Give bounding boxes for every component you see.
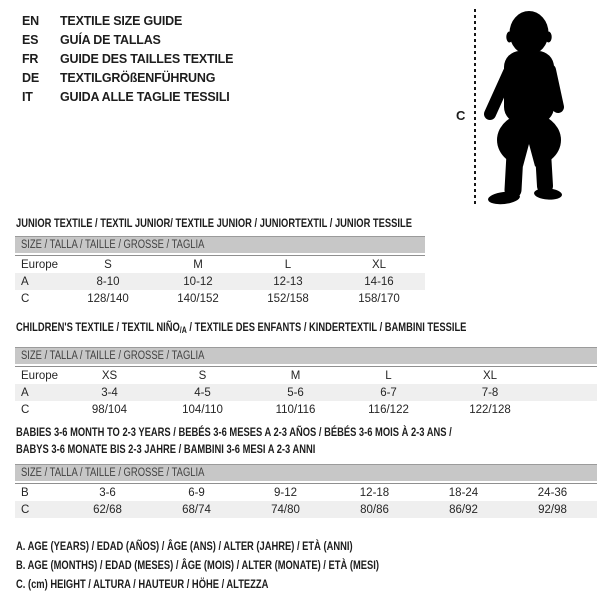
table-row	[15, 384, 597, 401]
legend-line-age-months: B. AGE (MONTHS) / EDAD (MESES) / ÂGE (MOIS) / ALTER (MONATE) / ETÀ (MESI)	[16, 558, 379, 572]
language-label: GUIDE DES TAILLES TEXTILE	[60, 52, 234, 66]
legend	[16, 537, 481, 594]
table-row	[15, 290, 425, 307]
row-label: C	[21, 292, 30, 305]
babies-title-line2: BABYS 3-6 MONATE BIS 2-3 JAHRE / BAMBINI 3-6 MESI A 2-3 ANNI	[16, 442, 316, 456]
table-cell: 3-6	[99, 486, 116, 499]
size-header-label: SIZE / TALLA / TAILLE / GRÖSSE / TAGLIA	[21, 239, 205, 251]
table-cell: S	[198, 369, 207, 382]
table-cell: 12-18	[359, 486, 390, 499]
babies-table-title	[16, 424, 452, 458]
table-cell: 128/140	[87, 292, 129, 305]
size-header-bar	[15, 236, 425, 253]
table-cell: 86/92	[449, 503, 478, 516]
language-label: GUÍA DE TALLAS	[60, 33, 161, 47]
table-cell: 80/86	[360, 503, 389, 516]
table-cell: 9-12	[273, 486, 298, 499]
legend-line-height: C. (cm) HEIGHT / ALTURA / HAUTEUR / HÖHE / ALTEZZA	[16, 577, 269, 591]
children-title-text: / TEXTILE DES ENFANTS / KINDERTEXTIL / BAMBINI TESSILE	[186, 320, 467, 334]
junior-table	[15, 236, 425, 307]
table-row	[15, 484, 597, 502]
language-row	[22, 31, 233, 50]
babies-size-table	[15, 483, 597, 518]
table-cell: 6-7	[380, 386, 397, 399]
table-cell: L	[385, 369, 392, 382]
language-code: IT	[22, 90, 33, 104]
table-cell: 98/104	[91, 403, 128, 416]
language-row	[22, 50, 233, 69]
language-list	[22, 12, 233, 107]
language-label: TEXTILE SIZE GUIDE	[60, 14, 183, 28]
row-label: B	[21, 486, 29, 499]
language-code: EN	[22, 14, 39, 28]
table-cell: 140/152	[177, 292, 219, 305]
legend-line-age-years: A. AGE (YEARS) / EDAD (AÑOS) / ÂGE (ANS) / ALTER (JAHRE) / ETÀ (ANNI)	[16, 539, 353, 553]
junior-table-title: JUNIOR TEXTILE / TEXTIL JUNIOR/ TEXTILE JUNIOR / JUNIORTEXTIL / JUNIOR TESSILE	[16, 216, 412, 230]
table-cell: S	[104, 258, 112, 271]
size-header-label: SIZE / TALLA / TAILLE / GRÖSSE / TAGLIA	[21, 350, 205, 362]
baby-silhouette-icon	[468, 4, 586, 209]
table-cell: 3-4	[101, 386, 118, 399]
table-cell: XS	[101, 369, 118, 382]
children-title-subscript: /A	[179, 325, 187, 335]
size-header-label: SIZE / TALLA / TAILLE / GRÖSSE / TAGLIA	[21, 467, 205, 479]
language-label: GUIDA ALLE TAGLIE TESSILI	[60, 90, 230, 104]
size-header-bar	[15, 347, 597, 364]
table-cell: 14-16	[364, 275, 394, 288]
children-table-title	[16, 319, 466, 338]
row-label: C	[21, 503, 30, 516]
table-cell: 5-6	[287, 386, 304, 399]
size-header-bar	[15, 464, 597, 481]
table-cell: 12-13	[273, 275, 303, 288]
language-row	[22, 12, 233, 31]
table-row	[15, 256, 425, 274]
table-cell: XL	[482, 369, 498, 382]
table-cell: L	[284, 258, 292, 271]
junior-size-table	[15, 255, 425, 307]
row-label: C	[21, 403, 30, 416]
babies-title-line1: BABIES 3-6 MONTH TO 2-3 YEARS / BEBÉS 3-6 MESES A 2-3 AÑOS / BÉBÉS 3-6 MOIS À 2-3 ANS /	[16, 425, 452, 439]
table-cell: M	[193, 258, 203, 271]
table-cell: 92/98	[538, 503, 567, 516]
table-cell: 7-8	[481, 386, 499, 399]
table-cell: XL	[371, 258, 387, 271]
table-cell: 18-24	[448, 486, 479, 499]
row-label: A	[21, 275, 29, 288]
table-cell: 122/128	[469, 403, 511, 416]
language-row	[22, 69, 233, 88]
children-table	[15, 347, 597, 418]
table-row	[15, 501, 597, 518]
table-row	[15, 273, 425, 290]
children-title-text: CHILDREN'S TEXTILE / TEXTIL NIÑO	[16, 320, 180, 334]
table-cell: 74/80	[271, 503, 300, 516]
row-label: Europe	[21, 369, 59, 382]
language-row	[22, 88, 233, 107]
table-cell: 110/116	[275, 403, 316, 416]
children-size-table	[15, 366, 597, 418]
language-label: TEXTILGRÖßENFÜHRUNG	[60, 71, 216, 85]
table-row	[15, 367, 597, 385]
height-measure-label: C	[456, 108, 466, 123]
table-cell: 24-36	[537, 486, 568, 499]
table-cell: M	[290, 369, 301, 382]
table-row	[15, 401, 597, 418]
table-cell: 68/74	[182, 503, 211, 516]
table-cell: 8-10	[96, 275, 120, 288]
language-code: FR	[22, 52, 39, 66]
row-label: Europe	[21, 258, 59, 271]
table-cell: 62/68	[93, 503, 122, 516]
table-cell: 116/122	[368, 403, 409, 416]
table-cell: 104/110	[182, 403, 223, 416]
babies-table	[15, 464, 597, 518]
table-cell: 10-12	[183, 275, 213, 288]
table-cell: 158/170	[358, 292, 400, 305]
table-cell: 152/158	[267, 292, 309, 305]
language-code: ES	[22, 33, 39, 47]
table-cell: 6-9	[188, 486, 205, 499]
table-cell: 4-5	[194, 386, 211, 399]
language-code: DE	[22, 71, 39, 85]
row-label: A	[21, 386, 29, 399]
